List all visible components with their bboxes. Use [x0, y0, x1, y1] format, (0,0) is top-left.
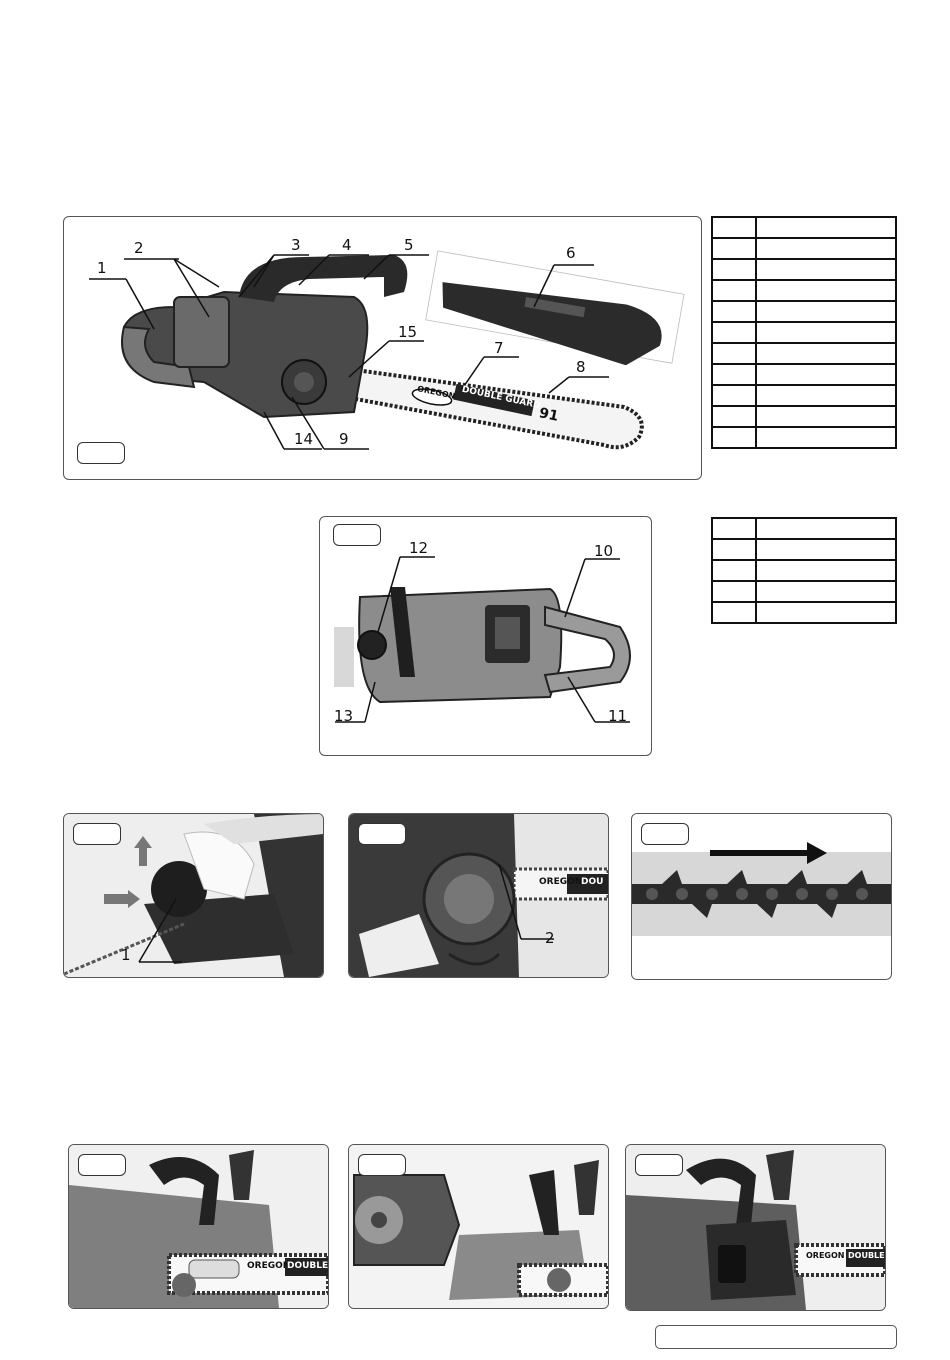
parts-table-row: [712, 518, 896, 539]
bar-number-text: 91: [537, 405, 560, 425]
parts-table-row: [712, 406, 896, 427]
callout-10: 10: [594, 542, 614, 560]
callout-14: 14: [294, 430, 314, 448]
callout-9: 9: [339, 430, 349, 448]
parts-table-row: [712, 238, 896, 259]
fig3-callout-1: 1: [121, 946, 131, 964]
parts-number-cell: [712, 364, 756, 385]
guide-bar: [334, 367, 642, 447]
parts-description-cell: [756, 322, 896, 343]
parts-number-cell: [712, 280, 756, 301]
figure-1-tag: [77, 442, 125, 464]
figure-6-panel: [68, 1144, 329, 1309]
parts-description-cell: [756, 406, 896, 427]
parts-description-cell: [756, 343, 896, 364]
parts-number-cell: [712, 581, 756, 602]
parts-description-cell: [756, 560, 896, 581]
figure-8-tag: [635, 1154, 683, 1176]
parts-description-cell: [756, 259, 896, 280]
bar-label-text: DOUBLE GUARD: [460, 384, 542, 412]
page-footer-box: [655, 1325, 897, 1349]
callout-2: 2: [134, 239, 144, 257]
parts-table-row: [712, 259, 896, 280]
figure-3-tag: [73, 823, 121, 845]
parts-number-cell: [712, 406, 756, 427]
figure-7-panel: [348, 1144, 609, 1309]
figure-1-panel: [63, 216, 702, 480]
parts-number-cell: [712, 385, 756, 406]
parts-description-cell: [756, 518, 896, 539]
parts-table-row: [712, 217, 896, 238]
parts-number-cell: [712, 238, 756, 259]
parts-table-row: [712, 364, 896, 385]
tension-knob: [358, 631, 386, 659]
callout-3: 3: [291, 236, 301, 254]
figure-2-tag: [333, 524, 381, 546]
parts-description-cell: [756, 539, 896, 560]
parts-number-cell: [712, 301, 756, 322]
parts-table-row: [712, 322, 896, 343]
figure-2-panel: [319, 516, 652, 756]
parts-table-row: [712, 539, 896, 560]
parts-table-row: [712, 301, 896, 322]
figure-4-panel: [348, 813, 609, 978]
fig8-bar-text: DOUBLE: [848, 1251, 885, 1260]
figure-7-tag: [358, 1154, 406, 1176]
parts-table-row: [712, 427, 896, 448]
parts-number-cell: [712, 602, 756, 623]
motor-housing: [359, 589, 561, 702]
figure-6-tag: [78, 1154, 126, 1176]
callout-8: 8: [576, 358, 586, 376]
callout-12: 12: [409, 539, 429, 557]
callout-5: 5: [404, 236, 414, 254]
parts-number-cell: [712, 322, 756, 343]
parts-number-cell: [712, 259, 756, 280]
fig4-bar-text: DOU: [581, 877, 604, 887]
parts-description-cell: [756, 301, 896, 322]
parts-number-cell: [712, 217, 756, 238]
parts-number-cell: [712, 343, 756, 364]
parts-description-cell: [756, 280, 896, 301]
parts-description-cell: [756, 238, 896, 259]
parts-description-cell: [756, 602, 896, 623]
fig4-brand: OREGON: [539, 877, 583, 887]
parts-description-cell: [756, 217, 896, 238]
parts-table-2: [711, 517, 897, 624]
figure-3-panel: [63, 813, 324, 978]
fig8-brand: OREGON: [806, 1251, 845, 1260]
figure-5-panel: [631, 813, 892, 980]
fig6-brand: OREGON: [247, 1261, 291, 1271]
figure-4-tag: [358, 823, 406, 845]
parts-number-cell: [712, 539, 756, 560]
chainsaw-illustration: [64, 217, 701, 479]
parts-number-cell: [712, 427, 756, 448]
callout-4: 4: [342, 236, 352, 254]
parts-table-row: [712, 280, 896, 301]
callout-15: 15: [398, 323, 418, 341]
parts-description-cell: [756, 364, 896, 385]
parts-table-row: [712, 581, 896, 602]
callout-1: 1: [97, 259, 107, 277]
fig4-callout-2: 2: [545, 929, 555, 947]
battery-pack: [174, 297, 229, 367]
parts-description-cell: [756, 427, 896, 448]
saw-body: [123, 292, 367, 417]
figure-8-panel: [625, 1144, 886, 1311]
callout-7: 7: [494, 339, 504, 357]
parts-table-row: [712, 602, 896, 623]
fig6-bar-text: DOUBLE: [287, 1261, 329, 1271]
parts-table-row: [712, 560, 896, 581]
parts-table-row: [712, 343, 896, 364]
callout-13: 13: [334, 707, 354, 725]
callout-11: 11: [608, 707, 628, 725]
figure-5-tag: [641, 823, 689, 845]
parts-description-cell: [756, 385, 896, 406]
parts-table-row: [712, 385, 896, 406]
blade-cover: [424, 251, 684, 373]
parts-number-cell: [712, 560, 756, 581]
parts-description-cell: [756, 581, 896, 602]
bar-brand-text: OREGON: [416, 384, 457, 401]
callout-6: 6: [566, 244, 576, 262]
parts-table-1: [711, 216, 897, 449]
parts-number-cell: [712, 518, 756, 539]
